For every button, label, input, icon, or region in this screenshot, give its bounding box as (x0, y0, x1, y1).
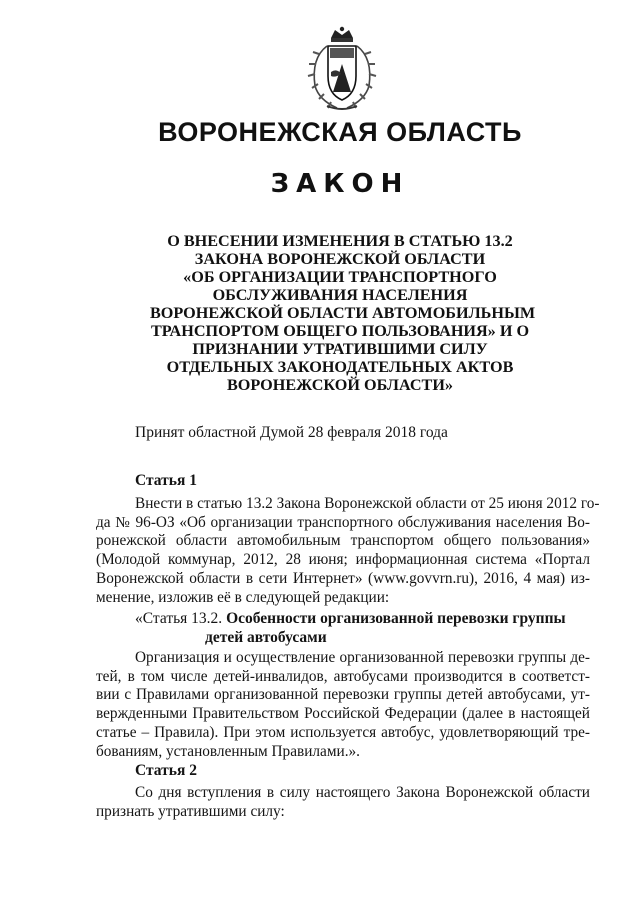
law-title-line: ВОРОНЕЖСКОЙ ОБЛАСТИ АВТОМОБИЛЬНЫМ (150, 304, 536, 322)
document-type: ЗАКОН (270, 169, 410, 199)
paragraph-line: Со дня вступления в силу настоящего Закона Воронежской области (135, 784, 590, 801)
adoption-date: Принят областной Думой 28 февраля 2018 года (135, 424, 448, 441)
paragraph-line: статье – Правила). При этом используется автобус, удовлетворяющий тре- (96, 723, 590, 741)
paragraph-line: признать утратившими силу: (96, 802, 285, 820)
law-title-line: ОТДЕЛЬНЫХ ЗАКОНОДАТЕЛЬНЫХ АКТОВ (166, 358, 514, 376)
article-1-heading: Статья 1 (135, 472, 197, 489)
paragraph-line: тей, в том числе детей-инвалидов, автобусами производится в соответст- (96, 667, 590, 685)
coat-of-arms-icon (297, 24, 387, 114)
paragraph-line: (Молодой коммунар, 2012, 28 июня; информационная система «Портал (96, 551, 590, 569)
region-title: ВОРОНЕЖСКАЯ ОБЛАСТЬ (158, 117, 522, 147)
law-title-line: ПРИЗНАНИИ УТРАТИВШИМИ СИЛУ (192, 340, 488, 358)
law-title (150, 232, 536, 394)
paragraph-line: вержденными Правительством Российской Федерации (далее в настоящей (96, 705, 590, 723)
quoted-article-number: «Статья 13.2. (135, 610, 227, 627)
quoted-article-title-cont: детей автобусами (205, 629, 327, 646)
law-title-line: «ОБ ОРГАНИЗАЦИИ ТРАНСПОРТНОГО (183, 268, 497, 286)
quoted-article-heading (135, 609, 566, 647)
paragraph-line: Организация и осуществление организованной перевозки группы де- (135, 649, 590, 666)
quoted-article-title: Особенности организованной перевозки группы (226, 610, 566, 627)
article-2-paragraph (96, 784, 590, 821)
paragraph-line: бованиям, установленным Правилами.». (96, 742, 360, 760)
law-title-line: ВОРОНЕЖСКОЙ ОБЛАСТИ» (226, 376, 454, 394)
paragraph-line: Воронежской области в сети Интернет» (www.govvrn.ru), 2016, 4 мая) из- (96, 569, 590, 587)
paragraph-line: вии с Правилами организованной перевозки группы детей автобусами, ут- (96, 686, 590, 704)
paragraph-line: менение, изложив её в следующей редакции: (96, 588, 390, 606)
law-title-line: О ВНЕСЕНИИ ИЗМЕНЕНИЯ В СТАТЬЮ 13.2 (167, 232, 513, 250)
paragraph-line: Внести в статью 13.2 Закона Воронежской области от 25 июня 2012 го- (135, 495, 600, 512)
quoted-article-paragraph (96, 649, 590, 761)
paragraph-line: да № 96-ОЗ «Об организации транспортного обслуживания населения Во- (96, 513, 590, 531)
law-title-line: ТРАНСПОРТОМ ОБЩЕГО ПОЛЬЗОВАНИЯ» И О (150, 322, 530, 340)
paragraph-line: ронежской области автомобильным транспортом общего пользования» (96, 532, 590, 550)
article-2-heading: Статья 2 (135, 762, 197, 779)
law-title-line: ОБСЛУЖИВАНИЯ НАСЕЛЕНИЯ (212, 286, 468, 304)
article-1-paragraph (96, 495, 600, 607)
law-title-line: ЗАКОНА ВОРОНЕЖСКОЙ ОБЛАСТИ (194, 250, 486, 268)
